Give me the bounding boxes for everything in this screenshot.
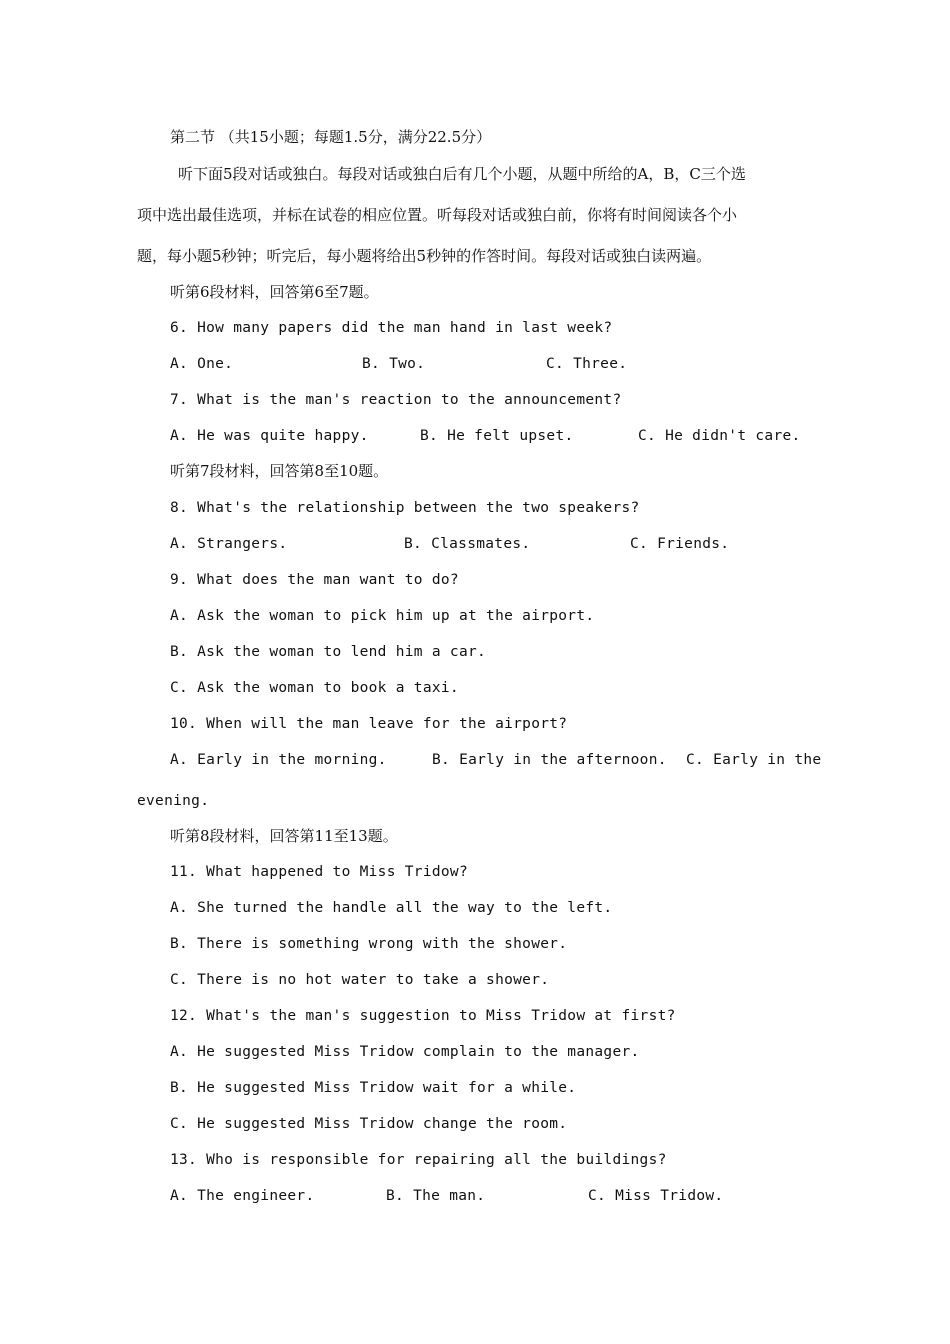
question-13-option-a: A. The engineer. bbox=[170, 1188, 315, 1204]
question-11-stem: 11. What happened to Miss Tridow? bbox=[170, 864, 468, 880]
question-13-option-b: B. The man. bbox=[386, 1188, 486, 1204]
group-heading-8: 听第8段材料，回答第11至13题。 bbox=[170, 827, 398, 845]
question-9-option-c: C. Ask the woman to book a taxi. bbox=[170, 680, 459, 696]
question-11-option-c: C. There is no hot water to take a shower. bbox=[170, 972, 550, 988]
question-6-option-b: B. Two. bbox=[362, 356, 426, 372]
question-6-stem: 6. How many papers did the man hand in last week? bbox=[170, 320, 613, 336]
question-11-option-a: A. She turned the handle all the way to the left. bbox=[170, 900, 613, 916]
question-12-option-b: B. He suggested Miss Tridow wait for a while. bbox=[170, 1080, 577, 1096]
question-13-option-c: C. Miss Tridow. bbox=[588, 1188, 724, 1204]
question-10-option-a: A. Early in the morning. bbox=[170, 752, 387, 768]
question-12-option-a: A. He suggested Miss Tridow complain to the manager. bbox=[170, 1044, 640, 1060]
group-heading-6: 听第6段材料，回答第6至7题。 bbox=[170, 283, 379, 301]
instructions-line-2: 项中选出最佳选项，并标在试卷的相应位置。听每段对话或独白前，你将有时间阅读各个小 bbox=[137, 206, 738, 224]
question-9-option-a: A. Ask the woman to pick him up at the airport. bbox=[170, 608, 595, 624]
instructions-line-1: 听下面5段对话或独白。每段对话或独白后有几个小题，从题中所给的A，B，C三个选 bbox=[178, 165, 746, 183]
question-6-option-a: A. One. bbox=[170, 356, 234, 372]
question-6-option-c: C. Three. bbox=[546, 356, 628, 372]
question-9-stem: 9. What does the man want to do? bbox=[170, 572, 459, 588]
question-7-option-a: A. He was quite happy. bbox=[170, 428, 369, 444]
question-7-stem: 7. What is the man's reaction to the announcement? bbox=[170, 392, 622, 408]
group-heading-7: 听第7段材料，回答第8至10题。 bbox=[170, 462, 389, 480]
question-8-stem: 8. What's the relationship between the two speakers? bbox=[170, 500, 640, 516]
question-11-option-b: B. There is something wrong with the shower. bbox=[170, 936, 568, 952]
question-10-stem: 10. When will the man leave for the airport? bbox=[170, 716, 568, 732]
question-9-option-b: B. Ask the woman to lend him a car. bbox=[170, 644, 487, 660]
question-7-option-c: C. He didn't care. bbox=[638, 428, 801, 444]
question-13-stem: 13. Who is responsible for repairing all the buildings? bbox=[170, 1152, 667, 1168]
instructions-line-3: 题，每小题5秒钟；听完后，每小题将给出5秒钟的作答时间。每段对话或独白读两遍。 bbox=[137, 247, 712, 265]
question-12-stem: 12. What's the man's suggestion to Miss Tridow at first? bbox=[170, 1008, 676, 1024]
question-10-option-c-continuation: evening. bbox=[137, 793, 210, 809]
question-7-option-b: B. He felt upset. bbox=[420, 428, 574, 444]
question-8-option-c: C. Friends. bbox=[630, 536, 730, 552]
section-header: 第二节 （共15小题；每题1.5分，满分22.5分） bbox=[170, 128, 492, 146]
question-8-option-a: A. Strangers. bbox=[170, 536, 288, 552]
question-12-option-c: C. He suggested Miss Tridow change the room. bbox=[170, 1116, 568, 1132]
question-10-option-c: C. Early in the bbox=[686, 752, 822, 768]
question-10-option-b: B. Early in the afternoon. bbox=[432, 752, 667, 768]
question-8-option-b: B. Classmates. bbox=[404, 536, 531, 552]
